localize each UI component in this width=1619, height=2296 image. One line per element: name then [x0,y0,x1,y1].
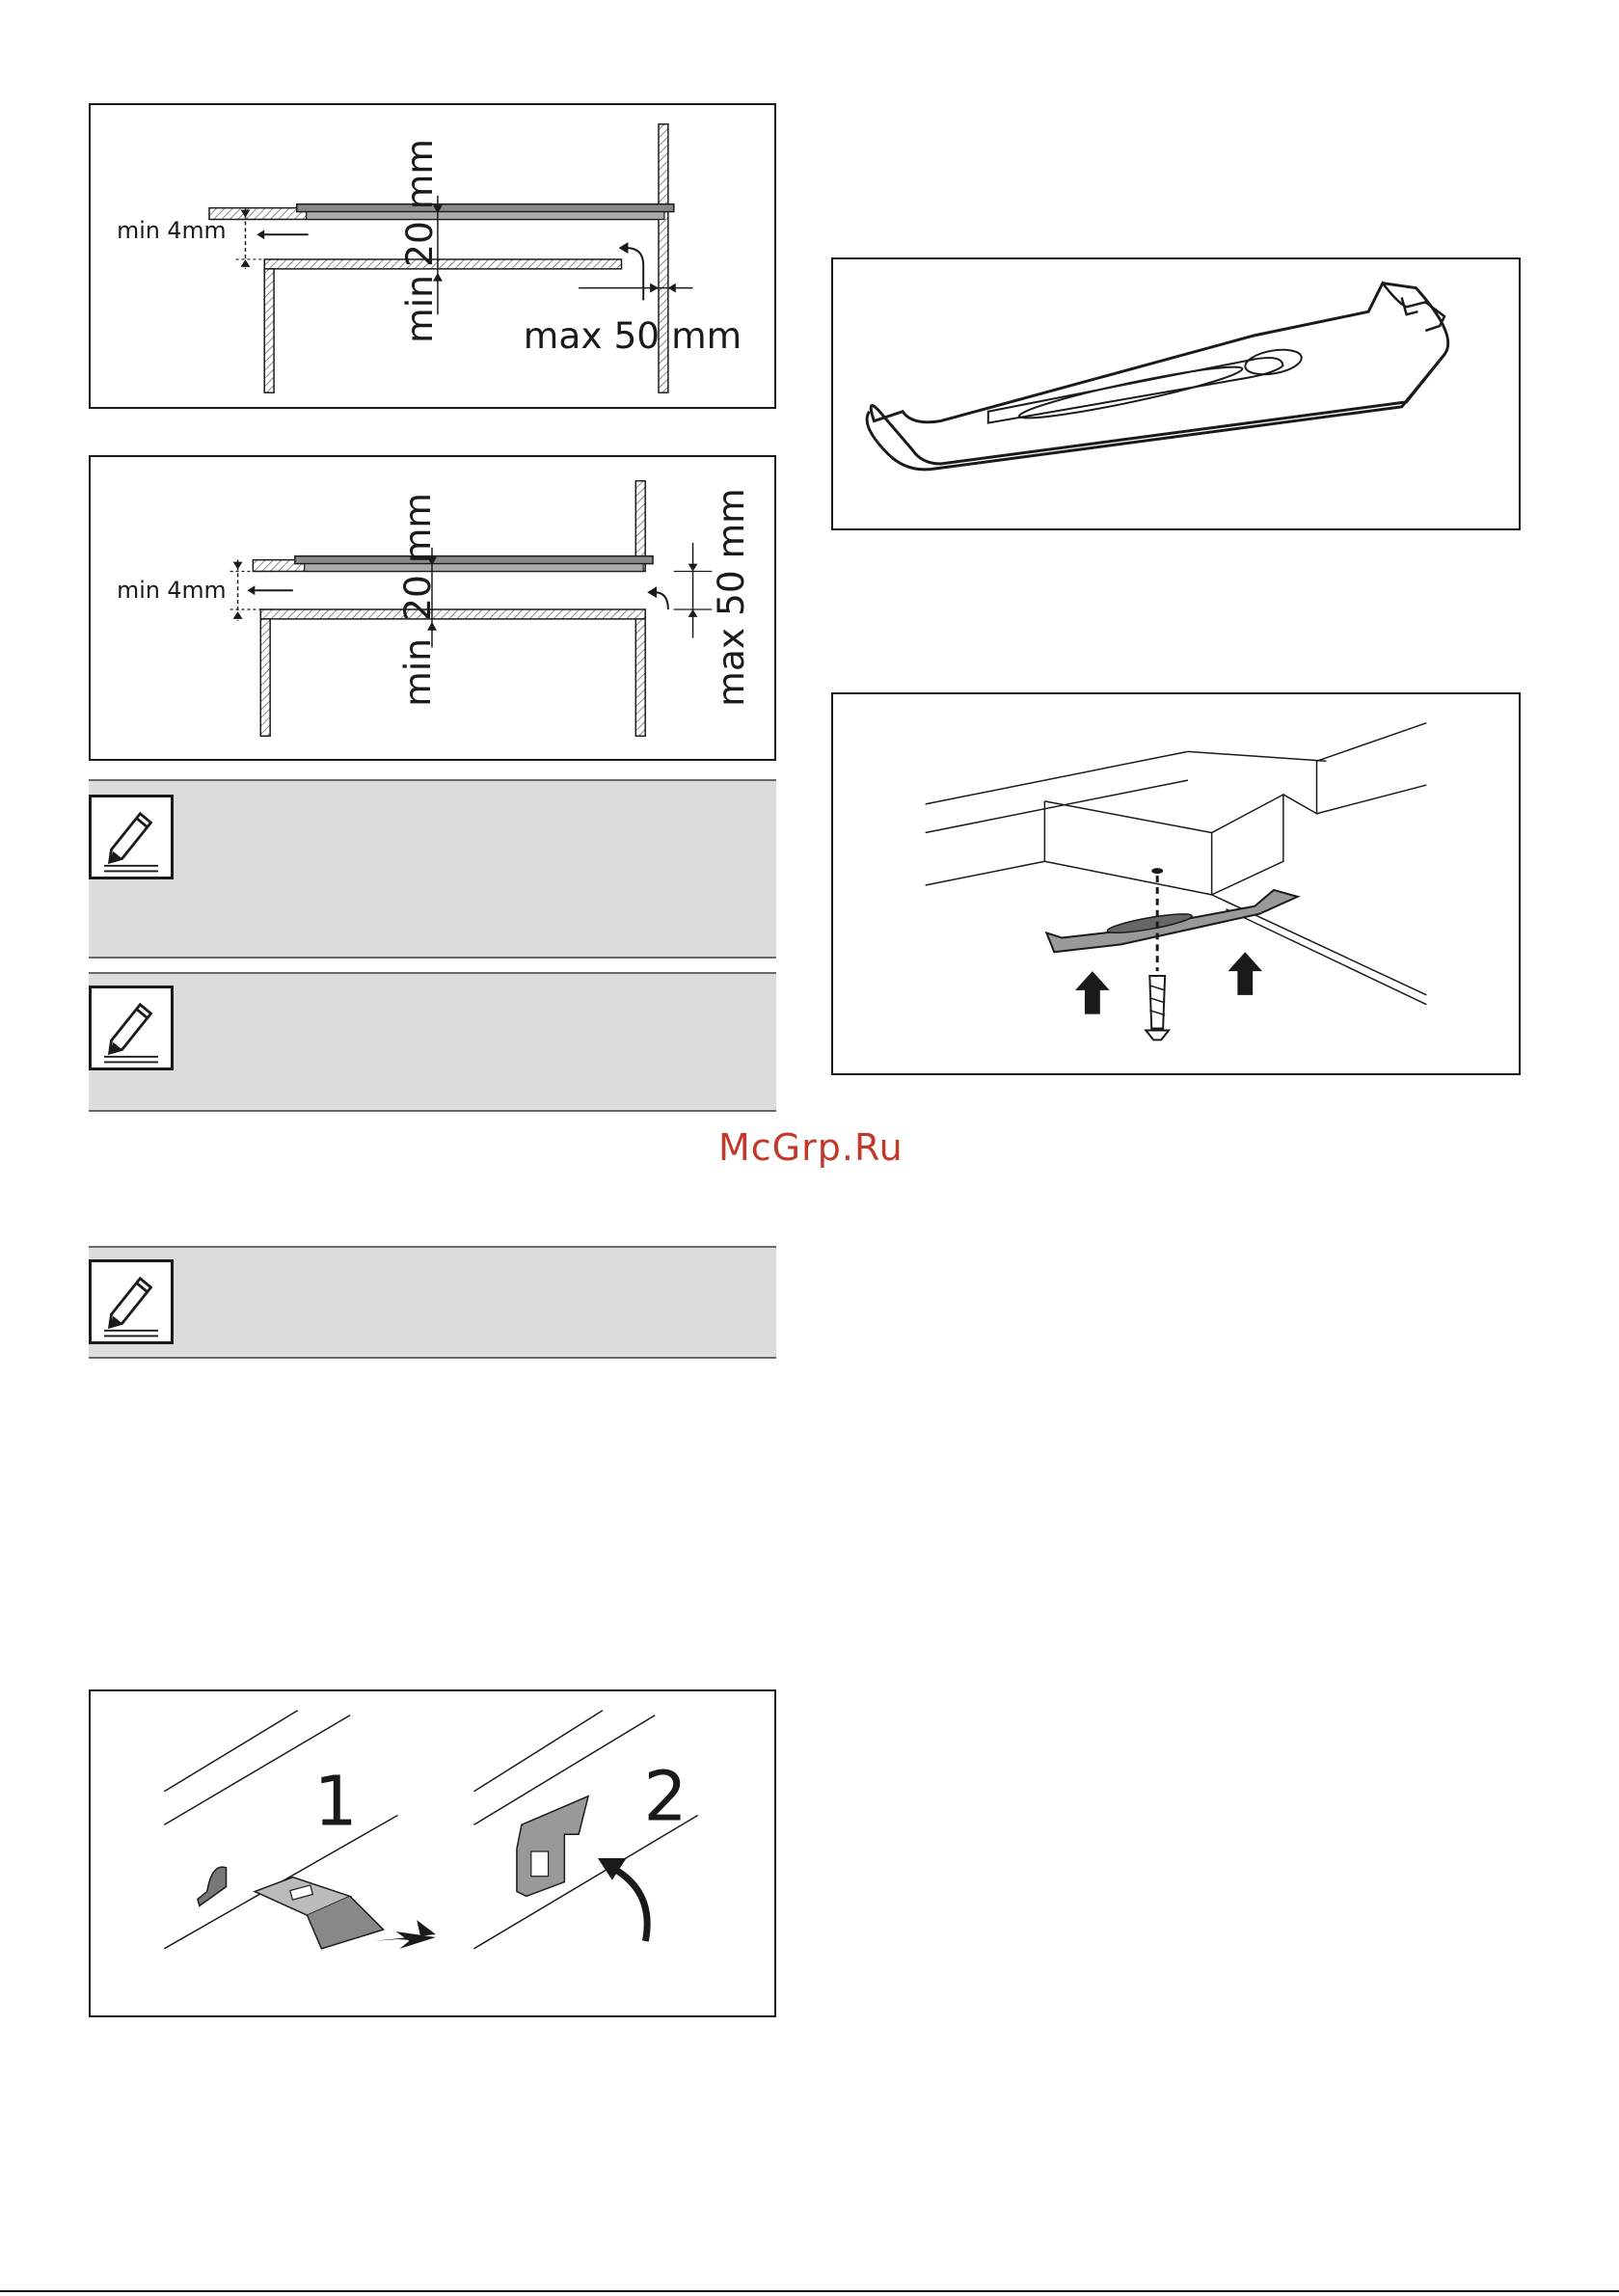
figure-clip-steps [89,1689,776,2017]
dim-20mm-label: 20 mm [398,139,442,267]
clearance-cabinet-diagram [91,457,774,759]
bracket-installation-diagram [833,694,1519,1073]
dim-min-label: min [396,637,440,707]
figure-clearance-side [89,103,776,409]
clip-steps-diagram [91,1691,774,2015]
max-50mm-label: max 50 mm [523,313,742,357]
max-50mm-label: max 50 mm [709,488,752,707]
dim-20mm-label: 20 mm [396,493,440,621]
min-4mm-label: min 4mm [117,577,227,605]
step-1-number: 1 [313,1761,358,1842]
figure-mounting-bracket [831,257,1521,530]
figure-bracket-installation [831,692,1521,1075]
figure-clearance-cabinet [89,455,776,761]
pencil-note-icon [89,1259,174,1344]
min-4mm-label: min 4mm [117,217,227,245]
dim-min-label: min [398,275,442,343]
step-2-number: 2 [643,1756,688,1837]
note-box-1 [89,779,776,959]
note-box-3 [89,1246,776,1359]
mounting-bracket-diagram [833,259,1519,528]
watermark-text: McGrp.Ru [718,1126,904,1169]
clearance-side-diagram [91,105,774,407]
pencil-note-icon [89,795,174,879]
pencil-note-icon [89,986,174,1070]
note-box-2 [89,972,776,1112]
page-footer-rule [0,2290,1619,2292]
